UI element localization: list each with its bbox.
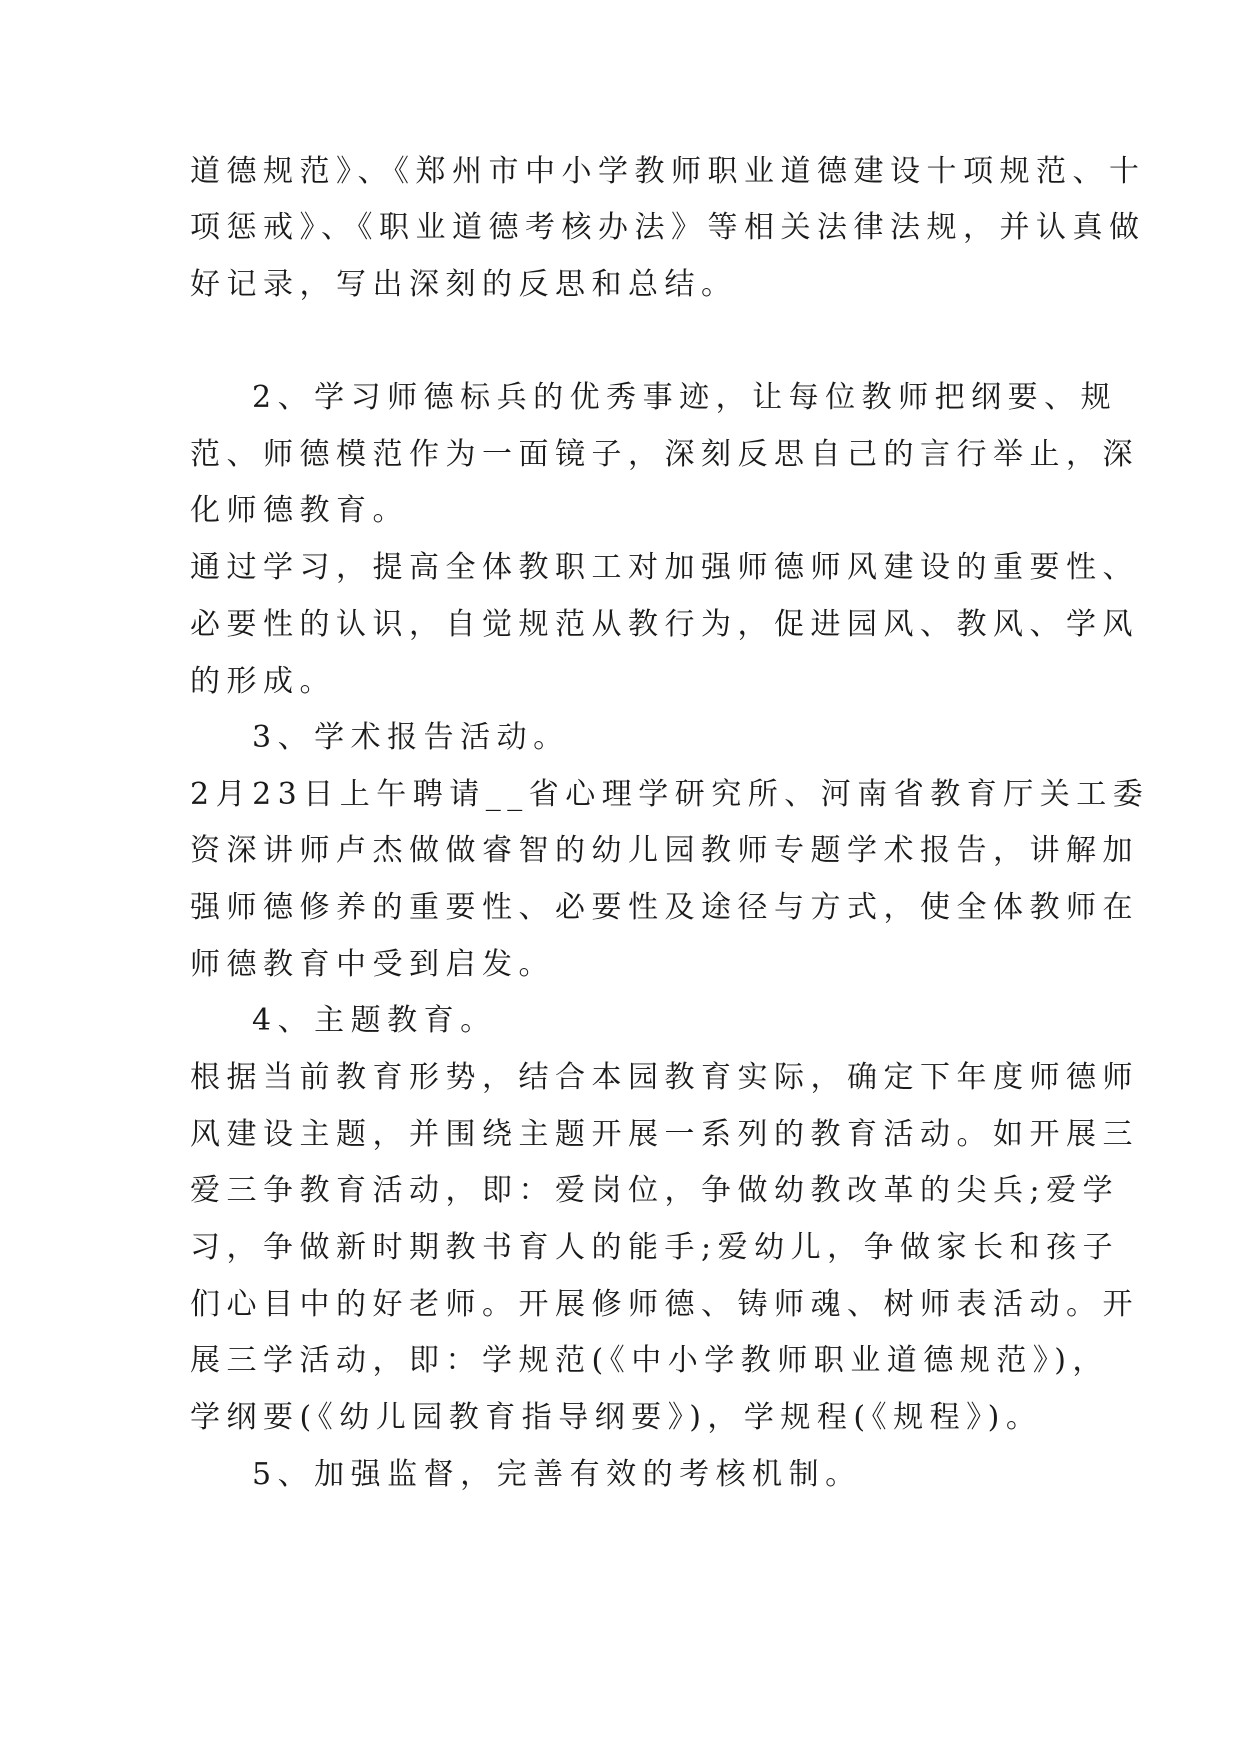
text-line: 展三学活动，即：学规范(《中小学教师职业道德规范》)， [190, 1343, 1109, 1378]
text-line: 道德规范》、《郑州市中小学教师职业道德建设十项规范、十 [190, 154, 1146, 189]
text-line: 学纲要(《幼儿园教育指导纲要》)，学规程(《规程》)。 [190, 1400, 1043, 1435]
text-line: 必要性的认识，自觉规范从教行为，促进园风、教风、学风 [190, 607, 1139, 642]
text-line: 2月23日上午聘请__省心理学研究所、河南省教育厅关工委 [190, 777, 1150, 812]
text-line: 强师德修养的重要性、必要性及途径与方式，使全体教师在 [190, 890, 1139, 925]
text-line: 风建设主题，并围绕主题开展一系列的教育活动。如开展三 [190, 1117, 1139, 1152]
text-line: 5、加强监督，完善有效的考核机制。 [252, 1457, 862, 1492]
text-line: 爱三争教育活动，即：爱岗位，争做幼教改革的尖兵;爱学 [190, 1173, 1120, 1208]
text-line: 的形成。 [190, 664, 336, 699]
text-line: 通过学习，提高全体教职工对加强师德师风建设的重要性、 [190, 550, 1139, 585]
text-line: 习，争做新时期教书育人的能手;爱幼儿，争做家长和孩子 [190, 1230, 1120, 1265]
text-line: 3、学术报告活动。 [252, 720, 570, 755]
text-line: 化师德教育。 [190, 493, 409, 528]
text-line: 2、学习师德标兵的优秀事迹，让每位教师把纲要、规 [252, 380, 1118, 415]
text-line: 项惩戒》、《职业道德考核办法》等相关法律法规，并认真做 [190, 210, 1146, 245]
text-line: 师德教育中受到启发。 [190, 947, 555, 982]
text-line: 范、师德模范作为一面镜子，深刻反思自己的言行举止，深 [190, 437, 1139, 472]
text-line: 们心目中的好老师。开展修师德、铸师魂、树师表活动。开 [190, 1287, 1139, 1322]
text-line: 根据当前教育形势，结合本园教育实际，确定下年度师德师 [190, 1060, 1139, 1095]
text-line: 4、主题教育。 [252, 1003, 497, 1038]
text-line: 好记录，写出深刻的反思和总结。 [190, 267, 738, 302]
text-line: 资深讲师卢杰做做睿智的幼儿园教师专题学术报告，讲解加 [190, 833, 1139, 868]
